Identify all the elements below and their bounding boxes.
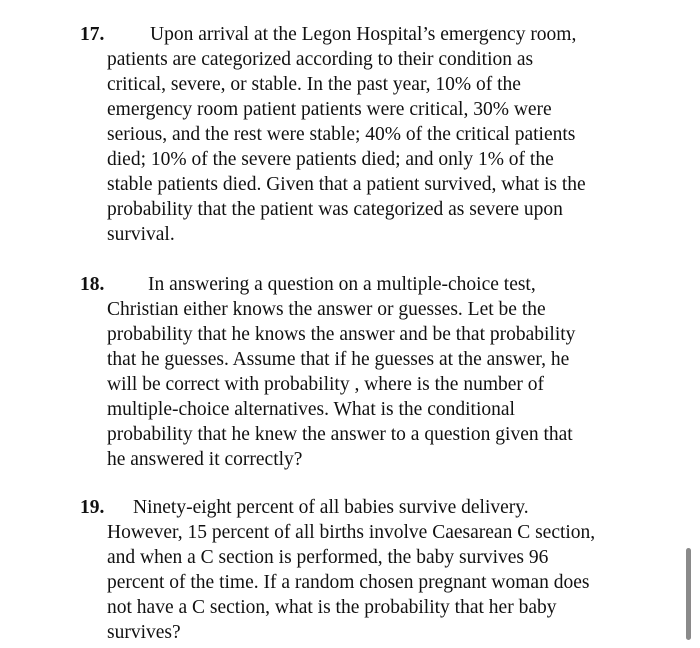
question-text-line: stable patients died. Given that a patient survived, what is the xyxy=(107,174,586,195)
question-text-line: serious, and the rest were stable; 40% of the critical patients xyxy=(107,124,576,145)
question-text-line: probability that he knows the answer and be that probability xyxy=(107,324,576,345)
question-text-line: Ninety-eight percent of all babies survive delivery. xyxy=(133,497,529,518)
question-text-line: not have a C section, what is the probability that her baby xyxy=(107,597,557,618)
question-text-line: will be correct with probability , where is the number of xyxy=(107,374,544,395)
question-text-line: probability that the patient was categorized as severe upon xyxy=(107,199,563,220)
question-text-line: Upon arrival at the Legon Hospital’s emergency room, xyxy=(150,24,577,45)
question-text-line: Christian either knows the answer or guesses. Let be the xyxy=(107,299,546,320)
question-text-line: probability that he knew the answer to a question given that xyxy=(107,424,573,445)
question-text-line: multiple-choice alternatives. What is the conditional xyxy=(107,399,515,420)
question-number: 19. xyxy=(80,497,105,518)
question-text-line: patients are categorized according to their condition as xyxy=(107,49,534,70)
question-text-line: However, 15 percent of all births involve Caesarean C section, xyxy=(107,522,596,543)
question-text-line: percent of the time. If a random chosen pregnant woman does xyxy=(107,572,590,593)
vertical-scrollbar[interactable] xyxy=(686,548,691,640)
question-number: 17. xyxy=(80,24,105,45)
question-text-line: survival. xyxy=(107,224,175,245)
question-text-line: survives? xyxy=(107,622,181,643)
question-text-line: he answered it correctly? xyxy=(107,449,303,470)
question-number: 18. xyxy=(80,274,105,295)
question-text-line: In answering a question on a multiple-choice test, xyxy=(148,274,536,295)
question-text-line: died; 10% of the severe patients died; and only 1% of the xyxy=(107,149,554,170)
question-text-line: emergency room patient patients were critical, 30% were xyxy=(107,99,552,120)
question-text-line: and when a C section is performed, the baby survives 96 xyxy=(107,547,549,568)
question-text-line: critical, severe, or stable. In the past year, 10% of the xyxy=(107,74,521,95)
question-text-line: that he guesses. Assume that if he guesses at the answer, he xyxy=(107,349,570,370)
